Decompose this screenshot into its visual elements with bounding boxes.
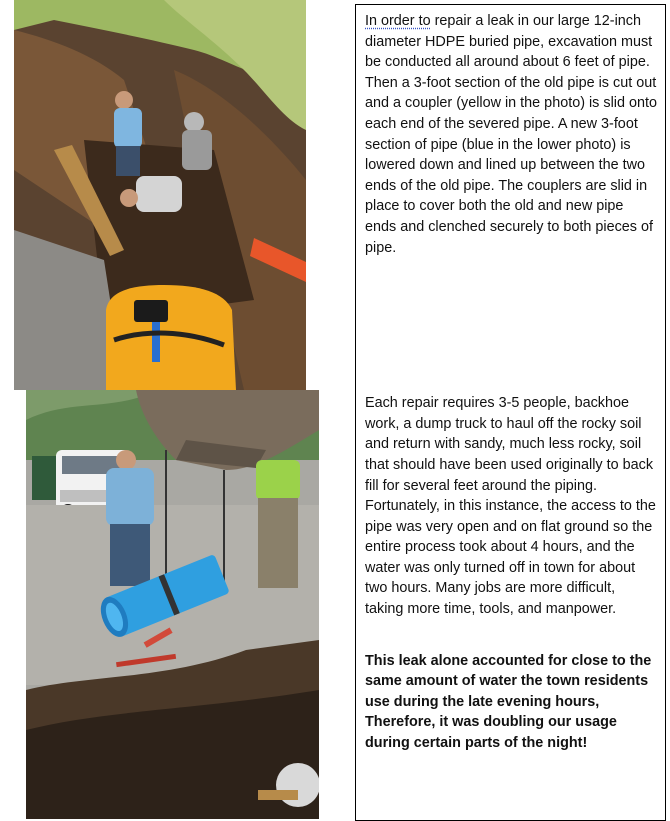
pipe-lowering-photo [26, 390, 319, 819]
paragraph-repair-requirements: Each repair requires 3-5 people, backhoe work, a dump truck to haul off the rocky soil and return with sandy, much less rocky, soil that should have been used originally to back fill for several feet around the piping. Fortunately, in this instance, the access to the pipe was very open and on flat ground so the entire process took about 4 hours, and the water was only turned off in town for about two hours. Many jobs are more difficult, taking more time, tools, and manpower. [365, 395, 656, 618]
pipe-lowering-photo-drawing [26, 390, 319, 819]
article-text-box [355, 4, 666, 821]
paragraph-leak-impact: This leak alone accounted for close to the same amount of water the town residents use during the late evening hours, Therefore, it was doubling our usage during certain parts of the night! [365, 652, 652, 752]
dotted-underlined-phrase: In order to [365, 13, 431, 29]
excavation-photo-drawing [14, 0, 306, 390]
paragraph-repair-process [365, 11, 657, 258]
excavation-photo [14, 0, 306, 390]
paragraph-repair-process-body: repair a leak in our large 12-inch diameter HDPE buried pipe, excavation must be conducted all around about 6 feet of pipe. Then a 3-foot section of the old pipe is cut out and a coupler (yellow in the photo) is slid onto each end of the severed pipe. A new 3-foot section of pipe (blue in the lower photo) is lowered down and lined up between the two ends of the old pipe. The couplers are slid in place to cover both the old and new pipe ends and clenched securely to both pieces of pipe. [365, 13, 657, 256]
